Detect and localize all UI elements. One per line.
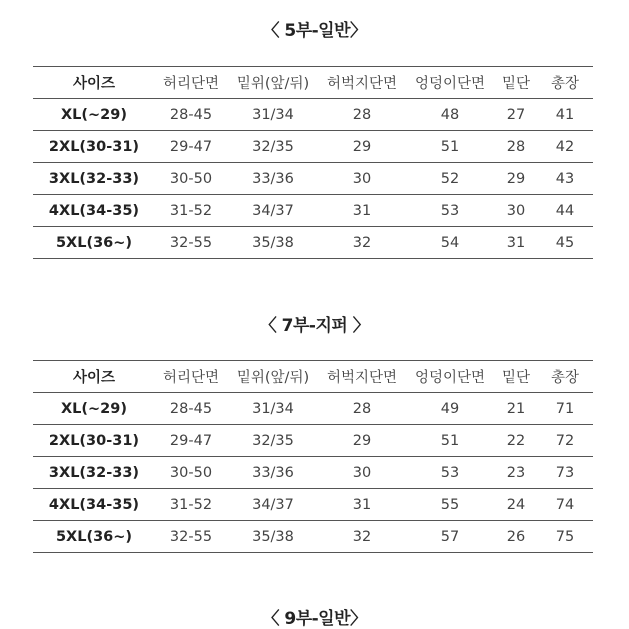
table-header-row xyxy=(33,67,593,99)
table-cell: 45 xyxy=(537,227,593,259)
table-cell: 43 xyxy=(537,163,593,195)
table-row xyxy=(33,457,593,489)
table-row xyxy=(33,99,593,131)
table-cell: 27 xyxy=(495,99,537,131)
table-cell: 51 xyxy=(405,425,495,457)
table-cell: 24 xyxy=(495,489,537,521)
table-cell: 31 xyxy=(319,195,405,227)
table-row xyxy=(33,131,593,163)
size-cell: 3XL(32-33) xyxy=(33,163,155,195)
table-row xyxy=(33,393,593,425)
table-cell: 51 xyxy=(405,131,495,163)
table-row xyxy=(33,521,593,553)
table-cell: 53 xyxy=(405,195,495,227)
table-row xyxy=(33,227,593,259)
table-cell: 52 xyxy=(405,163,495,195)
table-cell: 30 xyxy=(319,163,405,195)
table-cell: 29 xyxy=(495,163,537,195)
table-cell: 35/38 xyxy=(227,227,319,259)
table-cell: 31-52 xyxy=(155,489,227,521)
column-header: 밑단 xyxy=(495,361,537,393)
table-cell: 48 xyxy=(405,99,495,131)
table-cell: 41 xyxy=(537,99,593,131)
table-row xyxy=(33,163,593,195)
table-row xyxy=(33,425,593,457)
table-cell: 44 xyxy=(537,195,593,227)
column-header: 허리단면 xyxy=(155,67,227,99)
table-cell: 28-45 xyxy=(155,393,227,425)
section-title-7bu: 〈 7부-지퍼 〉 xyxy=(259,316,370,336)
table-cell: 55 xyxy=(405,489,495,521)
column-header: 허리단면 xyxy=(155,361,227,393)
column-header: 밑위(앞/뒤) xyxy=(227,361,319,393)
table-cell: 23 xyxy=(495,457,537,489)
table-cell: 32/35 xyxy=(227,425,319,457)
table-cell: 21 xyxy=(495,393,537,425)
table-cell: 32-55 xyxy=(155,227,227,259)
table-row xyxy=(33,195,593,227)
table-cell: 42 xyxy=(537,131,593,163)
section-title-9bu: 〈 9부-일반〉 xyxy=(262,609,367,629)
table-cell: 54 xyxy=(405,227,495,259)
table-cell: 31-52 xyxy=(155,195,227,227)
table-cell: 30-50 xyxy=(155,457,227,489)
table-cell: 53 xyxy=(405,457,495,489)
table-cell: 29-47 xyxy=(155,425,227,457)
size-cell: XL(~29) xyxy=(33,393,155,425)
table-cell: 34/37 xyxy=(227,489,319,521)
table-cell: 30 xyxy=(495,195,537,227)
size-cell: XL(~29) xyxy=(33,99,155,131)
size-cell: 4XL(34-35) xyxy=(33,195,155,227)
table-cell: 33/36 xyxy=(227,163,319,195)
table-header-row xyxy=(33,361,593,393)
column-header: 허벅지단면 xyxy=(319,361,405,393)
size-table-7bu xyxy=(33,360,593,553)
column-header: 엉덩이단면 xyxy=(405,67,495,99)
table-cell: 33/36 xyxy=(227,457,319,489)
table-cell: 71 xyxy=(537,393,593,425)
size-cell: 3XL(32-33) xyxy=(33,457,155,489)
size-cell: 5XL(36~) xyxy=(33,521,155,553)
table-cell: 31/34 xyxy=(227,99,319,131)
table-cell: 30 xyxy=(319,457,405,489)
size-cell: 2XL(30-31) xyxy=(33,131,155,163)
table-cell: 29 xyxy=(319,425,405,457)
table-cell: 57 xyxy=(405,521,495,553)
table-cell: 26 xyxy=(495,521,537,553)
column-header: 사이즈 xyxy=(33,361,155,393)
size-cell: 2XL(30-31) xyxy=(33,425,155,457)
column-header: 총장 xyxy=(537,67,593,99)
section-title-5bu: 〈 5부-일반〉 xyxy=(262,21,367,41)
table-cell: 28 xyxy=(319,393,405,425)
column-header: 밑위(앞/뒤) xyxy=(227,67,319,99)
column-header: 엉덩이단면 xyxy=(405,361,495,393)
table-cell: 74 xyxy=(537,489,593,521)
table-cell: 31 xyxy=(319,489,405,521)
size-table-5bu xyxy=(33,66,593,259)
size-cell: 5XL(36~) xyxy=(33,227,155,259)
table-cell: 31/34 xyxy=(227,393,319,425)
table-row xyxy=(33,489,593,521)
table-cell: 29 xyxy=(319,131,405,163)
table-cell: 32 xyxy=(319,521,405,553)
column-header: 사이즈 xyxy=(33,67,155,99)
table-cell: 28 xyxy=(319,99,405,131)
table-cell: 31 xyxy=(495,227,537,259)
table-cell: 35/38 xyxy=(227,521,319,553)
table-cell: 73 xyxy=(537,457,593,489)
table-cell: 32-55 xyxy=(155,521,227,553)
table-cell: 32 xyxy=(319,227,405,259)
size-cell: 4XL(34-35) xyxy=(33,489,155,521)
table-cell: 75 xyxy=(537,521,593,553)
column-header: 총장 xyxy=(537,361,593,393)
column-header: 허벅지단면 xyxy=(319,67,405,99)
table-cell: 30-50 xyxy=(155,163,227,195)
column-header: 밑단 xyxy=(495,67,537,99)
table-cell: 22 xyxy=(495,425,537,457)
table-cell: 72 xyxy=(537,425,593,457)
table-cell: 49 xyxy=(405,393,495,425)
table-cell: 28-45 xyxy=(155,99,227,131)
table-cell: 34/37 xyxy=(227,195,319,227)
table-cell: 28 xyxy=(495,131,537,163)
table-cell: 29-47 xyxy=(155,131,227,163)
table-cell: 32/35 xyxy=(227,131,319,163)
